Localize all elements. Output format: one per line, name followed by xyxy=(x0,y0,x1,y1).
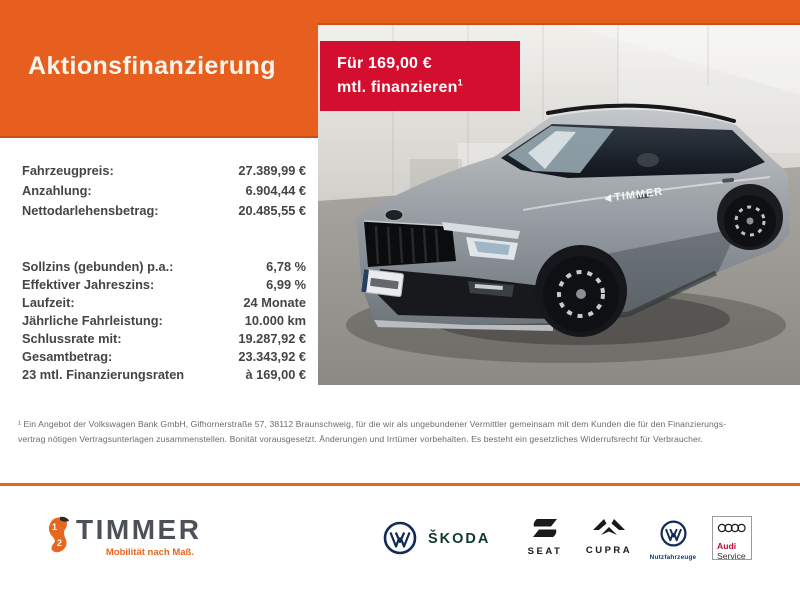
row-value: 23.343,92 € xyxy=(238,349,306,364)
vw-nutzfahrzeuge-wordmark: Nutzfahrzeuge xyxy=(649,554,697,561)
brand-volkswagen xyxy=(383,521,417,560)
table-row xyxy=(22,277,306,295)
skoda-badge-icon xyxy=(385,210,403,221)
brand-seat xyxy=(517,518,573,557)
header-orange-strip xyxy=(318,0,800,25)
legal-footnote xyxy=(18,417,790,447)
table-row xyxy=(22,259,306,277)
dealer-tagline: Mobilität nach Maß. xyxy=(105,547,194,558)
timmer-mascot-icon xyxy=(46,516,72,554)
row-label: Nettodarlehensbetrag: xyxy=(22,203,159,218)
row-value: 6,78 % xyxy=(266,259,306,274)
row-value: 10.000 km xyxy=(244,313,306,328)
row-label: Gesamtbetrag: xyxy=(22,349,113,364)
cupra-wordmark: CUPRA xyxy=(585,545,633,556)
row-label: Laufzeit: xyxy=(22,295,75,310)
table-row xyxy=(22,367,306,385)
table-row xyxy=(22,295,306,313)
vw-nutzfahrzeuge-logo-icon xyxy=(660,520,687,547)
vw-logo-icon xyxy=(383,521,417,555)
row-label: Jährliche Fahrleistung: xyxy=(22,313,163,328)
footnote-line1: ¹ Ein Angebot der Volkswagen Bank GmbH, Gifhornerstraße 57, 38112 Braunschweig, für die wir als ungebundener Vermittler gemeinsam mit dem Kunden die für den Finanzierungs- xyxy=(18,419,727,429)
footnote-line2: vertrag nötigen Vertragsunterlagen zusammenstellen. Bonität vorausgesetzt. Änderungen und Irrtümer vorbehalten. Es besteht ein gesetzliches Widerrufsrecht für Verbraucher. xyxy=(18,434,703,444)
svg-text:TIMMER: TIMMER xyxy=(613,185,664,204)
brand-cupra xyxy=(577,517,641,556)
row-value: à 169,00 € xyxy=(245,367,306,382)
row-value: 19.287,92 € xyxy=(238,331,306,346)
side-mirror xyxy=(637,153,659,167)
audi-wordmark: Audi xyxy=(717,541,737,551)
row-label: Effektiver Jahreszins: xyxy=(22,277,155,292)
table-row xyxy=(22,349,306,367)
offer-line2: mtl. finanzieren$^1$ xyxy=(337,77,463,96)
offer-line1: Für 169,00 € xyxy=(337,55,432,72)
brand-vw-nutzfahrzeuge xyxy=(649,520,697,561)
row-label: Schlussrate mit: xyxy=(22,331,122,346)
page-title: Aktionsfinanzierung xyxy=(28,52,276,80)
row-value: 20.485,55 € xyxy=(238,203,306,218)
cupra-logo-icon xyxy=(592,517,626,537)
financing-table-conditions xyxy=(22,259,306,385)
offer-footnote-marker: 1 xyxy=(457,77,463,88)
footer xyxy=(0,486,800,600)
audi-rings-icon xyxy=(717,523,747,533)
row-label: Anzahlung: xyxy=(22,183,92,198)
row-value: 27.389,99 € xyxy=(238,163,306,178)
table-row xyxy=(22,163,306,183)
row-value: 24 Monate xyxy=(243,295,306,310)
row-label: Fahrzeugpreis: xyxy=(22,163,114,178)
skoda-wordmark: ŠKODA xyxy=(428,531,491,547)
seat-logo-icon xyxy=(530,518,560,538)
table-row xyxy=(22,183,306,203)
license-plate xyxy=(361,269,404,297)
table-row xyxy=(22,331,306,349)
row-value: 6.904,44 € xyxy=(245,183,306,198)
brand-skoda xyxy=(428,531,490,547)
row-label: Sollzins (gebunden) p.a.: xyxy=(22,259,174,274)
offer-box xyxy=(320,41,520,111)
svg-text:1: 1 xyxy=(52,522,58,532)
financing-table-prices xyxy=(22,163,306,223)
brand-audi-service xyxy=(712,516,752,560)
table-row xyxy=(22,203,306,223)
dealer-name: TIMMER xyxy=(76,514,202,545)
row-value: 6,99 % xyxy=(266,277,306,292)
row-label: 23 mtl. Finanzierungsraten xyxy=(22,367,185,382)
svg-text:2: 2 xyxy=(57,538,63,548)
seat-wordmark: SEAT xyxy=(527,546,563,557)
audi-service-label: Service xyxy=(717,551,746,561)
table-row xyxy=(22,313,306,331)
